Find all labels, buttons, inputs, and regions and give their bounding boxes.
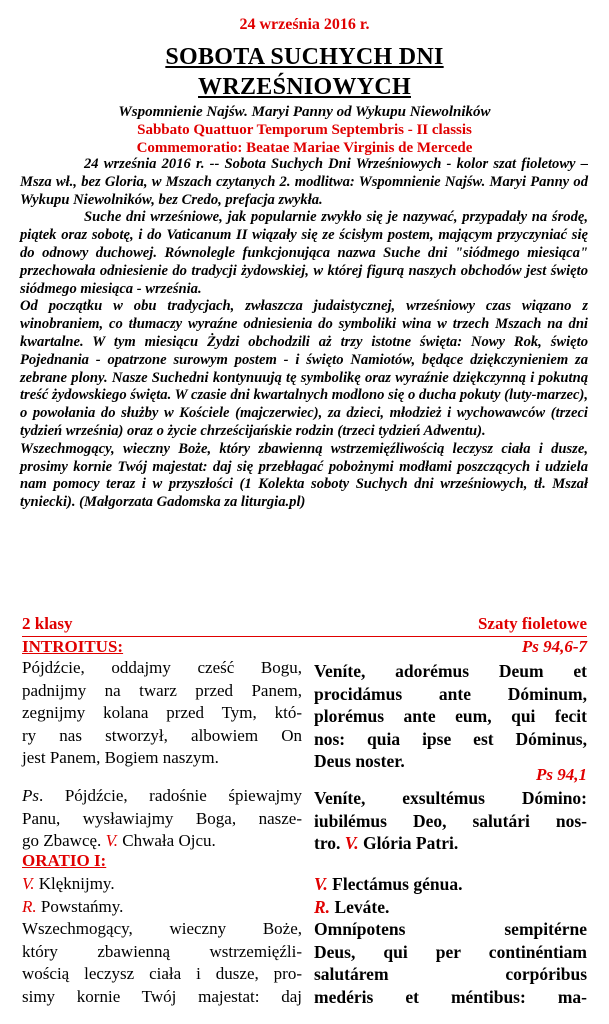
versicle-mark: V. [314,874,328,894]
title-line-1: SOBOTA SUCHYCH DNI [165,44,444,70]
text-line [22,873,302,896]
commemoration-polish: Wspomnienie Najśw. Maryi Panny od Wykupu Niewolników [118,104,491,120]
text-line: iubilémus Deo, salutári nos- [314,810,587,831]
psalm-reference: Ps 94,1 [536,765,587,784]
intro-paragraph-1: 24 września 2016 r. -- Sobota Suchych Dni Wrześniowych - kolor szat fioletowy – Msza wł., bez Gloria, w Mszach czytanych 2. modlitwa: Wspomnienie Najśw. Maryi Panny od Wykupu Niewolników, bez Credo, prefacja zwykła. [20,156,588,208]
text-line: salutárem corpóribus [314,964,587,984]
psalm-polish [22,785,302,853]
latin-commemoration: Commemoratio: Beatae Mariae Virginis de Mercede [136,140,473,156]
text-fragment: Chwała Ojcu. [122,831,216,850]
response-mark: R. [314,896,331,917]
introitus-header-row [22,637,587,659]
latin-title: Sabbato Quattuor Temporum Septembris - II classis [137,122,472,138]
text-fragment: Powstańmy. [40,896,124,916]
text-line: jest Panem, Bogiem naszym. [22,748,219,767]
text-line: wością leczysz ciała i dusze, pro- [22,964,302,983]
text-line: Panu, wysławiajmy Boga, nasze- [22,808,302,828]
text-fragment: . Pójdźcie, radośnie śpiewajmy [39,786,302,805]
response-mark: R. [22,896,37,916]
text-line: padnijmy na twarz przed Panem, [22,680,302,700]
text-line: Deus noster. [314,751,405,771]
intro-paragraph-2: Suche dni wrześniowe, jak popularnie zwykło się je nazywać, przypadały na środę, piątek oraz sobotę, i do Vaticanum II wiązały się ze ścisłym postem, mającym przyczyniać się do odnowy duchowej. Równolegle funkcjonująca nazwa Suche dni "siódmego miesiąca" przechowała odniesienie do tradycji żydowskiej, w której figurą naszych obchodów jest święto siódmego miesiąca - września. [20,209,588,297]
text-fragment: Glória Patri. [362,833,459,853]
versicle-mark: V. [344,833,359,853]
text-line: medéris et méntibus: ma- [314,986,587,1007]
date-heading: 24 września 2016 r. [239,16,370,33]
text-line: simy kornie Twój majestat: daj [22,986,302,1006]
text-line: który zbawienną wstrzemięźli- [22,941,302,961]
oratio-latin [314,873,587,1008]
text-line: Pójdźcie, oddajmy cześć Bogu, [22,658,302,677]
text-line: Veníte, exsultémus Dómino: [314,788,587,808]
oratio-polish [22,873,302,1008]
text-fragment: Leváte. [334,896,390,917]
text-line: plorémus ante eum, qui fecit [314,706,587,726]
liturgical-class: 2 klasy [22,614,73,633]
introitus-polish [22,657,302,770]
text-line: nos: quia ipse est Dóminus, [314,728,587,749]
text-fragment: Klęknijmy. [38,874,115,893]
text-line: Veníte, adorémus Deum et [314,661,587,681]
page-title [0,42,609,102]
intro-paragraph-3: Od początku w obu tradycjach, zwłaszcza judaistycznej, wrześniowy czas wiązano z winobraniem, co tłumaczy wyraźne odniesienia do symboliki wina w trzech Mszach na dni kwartalne. W tym miesiącu Żydzi obchodzili aż trzy istotne święta: Nowy Rok, święto Pojednania - opatrzone surowym postem - i święto Namiotów, będące dziękczynieniem za zebrane plony. Nasze Suchedni kontynuują tę symbolikę oraz wyraźnie dziękczynną i pokutną treść żydowskiego święta. W czasie dni kwartalnych modlono się o ducha pokuty (luty-marzec), o powołania do służby w Kościele (majczerwiec), za dzieci, młodzież i wychowawców (trzeci tydzień września) oraz o życie chrześcijańskie rodzin (trzeci tydzień Adwentu). [20,298,588,439]
text-line: zegnijmy kolana przed Tym, któ- [22,703,302,722]
text-line [22,785,302,808]
text-line: Omnípotens sempitérne [314,919,587,939]
title-line-2: WRZEŚNIOWYCH [198,74,411,100]
text-line [22,830,302,853]
text-line: procidámus ante Dóminum, [314,683,587,704]
text-line [314,896,587,919]
psalm-latin [314,787,587,855]
text-line [314,873,587,896]
intro-text [20,156,588,512]
class-rule-row [22,614,587,637]
versicle-mark: V. [22,874,35,893]
text-fragment: tro. [314,833,341,853]
text-line: ry nas stworzył, albowiem On [22,725,302,745]
introitus-reference: Ps 94,6-7 [521,637,587,656]
vestment-color: Szaty fioletowe [477,614,587,633]
text-fragment: go Zbawcę. [22,831,102,850]
text-fragment: Flectámus génua. [332,874,463,894]
text-line [314,832,587,855]
versicle-mark: V. [105,831,119,850]
text-line [22,896,302,919]
intro-paragraph-4: Wszechmogący, wieczny Boże, który zbawienną wstrzemięźliwością leczysz ciała i dusze, prosimy kornie Twój majestat: daj się przebłagać pobożnymi modłami poszczących i udziela nam pomocy teraz i w przyszłości (1 Kolekta soboty Suchych dni wrześniowych, tł. Mszał tyniecki). (Małgorzata Gadomska za liturgia.pl) [20,440,588,511]
text-line: Deus, qui per continéntiam [314,941,587,962]
ps-abbrev: Ps [22,786,39,805]
text-line: Wszechmogący, wieczny Boże, [22,919,302,938]
introitus-latin [314,660,587,773]
introitus-label: INTROITUS: [22,637,124,656]
oratio-label: ORATIO I: [22,851,107,870]
